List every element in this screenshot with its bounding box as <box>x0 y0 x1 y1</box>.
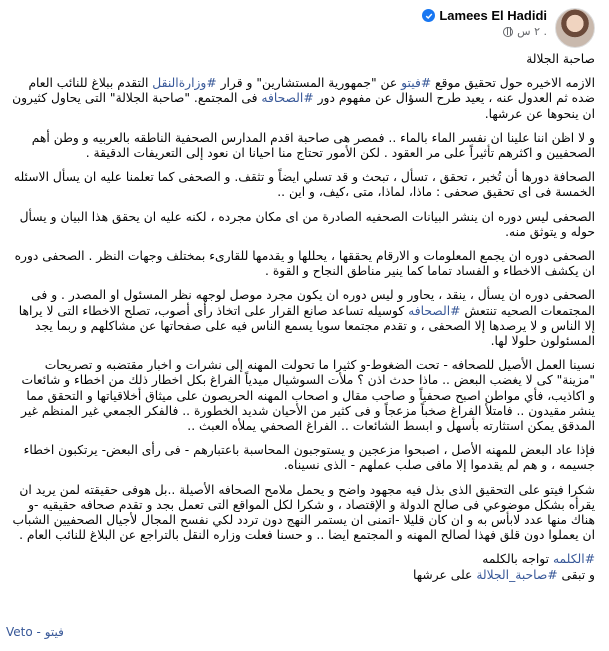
hashtag-link[interactable]: #فيتو <box>401 76 432 91</box>
hashtag-link[interactable]: #صاحبة_الجلالة <box>476 567 558 582</box>
post-meta <box>422 8 547 38</box>
post-text: الصحفى دوره ان يجمع المعلومات و الارقام يحققها ، يحللها و يقدمها للقارىء بمختلف وجهات النظر . الصحفى دوره ان يكشف الاخطاء و الفساد تماما كما ينير مناطق النجاح و القوة . <box>14 249 595 279</box>
post-text: كوسيله تساعد صانع القرار على اتخاذ رأى أصوب، تصلح الاخطاء التى لا يراها إلا الناس و لا يرصدها إلا الصحفى ، و تقدم مجتمعا سويا يسمع الناس فيه على صفحاتها عن مشاكلهم و ربما يجد المسئولون حلولا لها. <box>18 303 595 349</box>
link-footer-tag[interactable]: Veto <box>6 625 33 639</box>
post-text: على عرشها <box>412 567 477 582</box>
post-text: الازمه الاخيره حول تحقيق موقع <box>431 76 595 91</box>
post-body <box>12 52 595 583</box>
post-text: تواجه بالكلمه <box>482 552 553 567</box>
post-paragraph <box>12 443 595 473</box>
hashtag-link[interactable]: #وزارةالنقل <box>152 76 217 91</box>
post-text: فى المجتمع. "صاحبة الجلالة" التى يحاول كثيرون ان ينحوها عن عرشها. <box>12 91 595 121</box>
link-footer-tag[interactable]: فيتو <box>44 625 64 639</box>
author-avatar[interactable] <box>555 8 595 48</box>
post-paragraph <box>12 76 595 122</box>
globe-icon <box>503 27 513 37</box>
post-text: الصحفى دوره ان يسأل ، ينقد ، يحاور و ليس دوره ان يكون مجرد موصل لوجهه نظر المسئول او المصدر . و فى المجتمعات الصحيه تنتعش <box>31 288 595 318</box>
link-footer-separator: - <box>32 625 45 639</box>
author-name[interactable]: Lamees El Hadidi <box>439 8 547 23</box>
post-paragraph <box>12 249 595 279</box>
link-footer <box>6 625 64 639</box>
post-header <box>12 8 595 48</box>
post-text: و لا اظن اننا علينا ان نفسر الماء بالماء .. فمصر هى صاحبة اقدم المدارس الصحفية الناطقه بالعربيه و وطن أهم الصحفيين و اكثرهم تأثيراً على مر العقود . لكن الأمور تحتاج منا احيانا ان نعود إلى التعريفات الدقيقة . <box>31 130 595 161</box>
post-text: الصحافة دورها أن تُخبر ، تحقق ، تسأل ، تبحث و قد تسلي ايضاً و تثقف. و الصحفى كما تعلمنا عليه ان يسأل الاسئله الخمسة فى اى تحقيق صحفى : ماذا، لماذا، متى ،كيف، و اين .. <box>13 170 595 200</box>
post-time-row <box>422 25 547 38</box>
post-paragraph <box>12 170 595 200</box>
hashtag-link[interactable]: #الكلمه <box>552 552 595 567</box>
post-text: فإذا عاد البعض للمهنه الأصل ، اصبحوا مزعجين و يستوجبون المحاسبة باعتبارهم - فى رأى البعض- يرتكبون اخطاء جسيمه ، و هم لم يقدموا إلا مافى صلب عملهم - الذى نسيناه. <box>23 443 595 473</box>
post-text: عن "جمهورية المستشارين" و قرار <box>216 76 402 91</box>
post-paragraph <box>12 131 595 161</box>
post-paragraph <box>12 483 595 544</box>
post-text: الصحفى ليس دوره ان ينشر البيانات الصحفيه الصادرة من اى مكان مجرده ، لكنه عليه ان يحقق هذا البيان و يسأل حوله و يتوثق منه. <box>19 209 595 239</box>
hashtag-link[interactable]: #الصحافه <box>261 91 314 106</box>
post-timestamp[interactable]: ٢ س . <box>517 25 547 38</box>
post-paragraph <box>12 288 595 349</box>
post-text: و تبقى <box>557 567 595 582</box>
post-text: التقدم ببلاغ للنائب العام ضده ثم العدول عنه ، يعيد طرح السؤال عن مفهوم دور <box>28 76 595 106</box>
hashtag-link[interactable]: #الصحافه <box>408 303 461 318</box>
post-paragraph <box>12 358 595 434</box>
post-text: نسينا العمل الأصيل للصحافه - تحت الضغوط-و كثيرا ما تحولت المهنه إلى نشرات و اخبار مقتضبه و تصريحات "مزينة" كى لا يغضب البعض .. ماذا حدث اذن ؟ ملأت السوشيال ميدياً الفراغ بكل اخطار ذلك من اخطاء و شائعات و اكاذيب، فأي مواطن اصبح صحفياً و صاحب مقال و اصحاب المهنه الحريصون على ميثاق أخلاقياتها و التحقق مما ينشر مقيدون .. فامتلأ الفراغ صخباً مزعجاً و فى كثير من الأحيان شديد الخطورة .. فالفكر الجمعي غير المنظم غير المدقق يمكن استثارته بأسهل و ابسط الشائعات .. الفراغ الصحفي يملأه العبث .. <box>21 358 595 434</box>
post-greeting: صاحبة الجلالة <box>526 52 595 66</box>
post-paragraph <box>12 552 595 582</box>
verified-badge-icon <box>422 9 435 22</box>
post-paragraph <box>12 210 595 240</box>
post-text: شكرا فيتو على التحقيق الذى بذل فيه مجهود واضح و يحمل ملامح الصحافه الأصيلة ..بل هوفى حقيقته لمن يريد ان يقرأه بشكل موضوعي فى صالح الدولة و الإقتصاد ، و شكرا لكل المواقع التى تعمل بجد و تقدم صحافه حقيقيه -و هناك منها عدد لابأس به و ان كان قليلا -اتمنى ان يستمر النهج دون تردد لكي نفسح المجال لأجيال الصحفيين الشباب ان يعملوا دون قلق فهذا لصالح المهنه و المجتمع ايضا .. و حسنا فعلت وزاره النقل بالتراجع عن البلاغ للنائب العام . <box>12 482 595 543</box>
author-row <box>422 8 547 23</box>
